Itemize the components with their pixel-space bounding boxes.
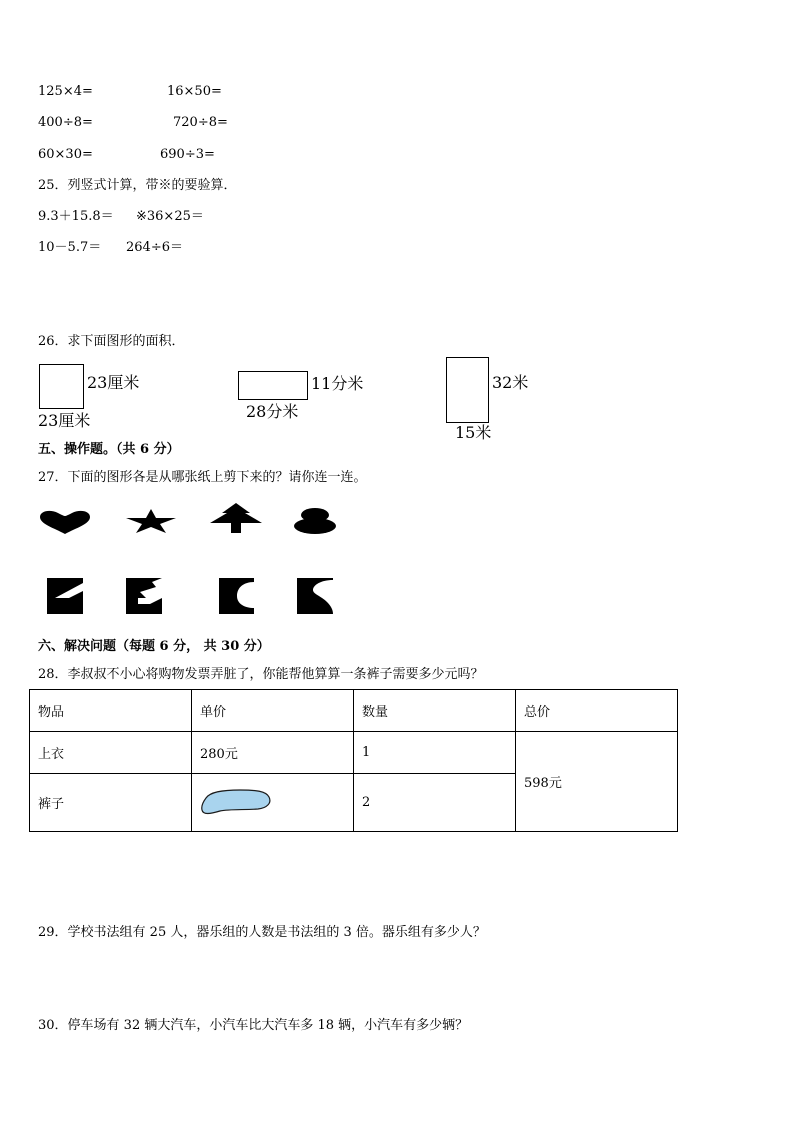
- total-cell: 598元: [516, 732, 678, 832]
- cut-paper-3-icon: [219, 578, 255, 614]
- q25-2b: 264÷6＝: [126, 240, 183, 255]
- q28-title: 28．李叔叔不小心将购物发票弄脏了，你能帮他算算一条裤子需要多少元吗？: [38, 667, 484, 682]
- header-total: 总价: [516, 690, 678, 732]
- star-shape-icon: [125, 509, 177, 533]
- mushroom-shape-icon: [293, 506, 337, 534]
- section6-title: 六、解决问题（每题 6 分， 共 30 分）: [38, 639, 270, 654]
- cut-paper-1-icon: [47, 578, 84, 614]
- square-side-right: 23厘米: [87, 373, 140, 392]
- row1-price: 280元: [192, 732, 354, 774]
- square-figure: [39, 364, 84, 409]
- ink-stain-icon: [200, 788, 272, 818]
- q30-title: 30．停车场有 32 辆大汽车，小汽车比大汽车多 18 辆，小汽车有多少辆？: [38, 1018, 469, 1033]
- q27-title: 27．下面的图形各是从哪张纸上剪下来的？请你连一连。: [38, 470, 367, 485]
- q29-title: 29．学校书法组有 25 人，器乐组的人数是书法组的 3 倍。器乐组有多少人？: [38, 925, 486, 940]
- row1-qty: 1: [354, 732, 516, 774]
- q25-2a: 10－5.7＝: [38, 240, 102, 255]
- calc-2a: 400÷8=: [38, 115, 93, 130]
- row1-item: 上衣: [30, 732, 192, 774]
- rect1-width: 28分米: [246, 402, 299, 421]
- rect2-height: 32米: [492, 373, 529, 392]
- q25-title: 25．列竖式计算，带※的要验算．: [38, 178, 237, 193]
- section5-title: 五、操作题。（共 6 分）: [38, 442, 180, 457]
- cut-paper-4-icon: [297, 578, 334, 614]
- tree-shape-icon: [209, 503, 263, 534]
- square-side-bottom: 23厘米: [38, 411, 91, 430]
- row2-price-cell: [192, 774, 354, 832]
- calc-3a: 60×30=: [38, 147, 93, 162]
- q26-title: 26．求下面图形的面积．: [38, 334, 185, 349]
- cut-paper-2-icon: [126, 578, 162, 614]
- rectangle-figure-2: [446, 357, 489, 423]
- heart-shape-icon: [38, 510, 92, 536]
- rect2-width: 15米: [455, 423, 492, 442]
- rect1-height: 11分米: [311, 374, 364, 393]
- header-qty: 数量: [354, 690, 516, 732]
- calc-1a: 125×4=: [38, 84, 93, 99]
- q25-1b: ※36×25＝: [136, 209, 204, 224]
- rectangle-figure-1: [238, 371, 308, 400]
- q25-1a: 9.3＋15.8＝: [38, 209, 114, 224]
- row2-item: 裤子: [30, 774, 192, 832]
- calc-1b: 16×50=: [167, 84, 222, 99]
- header-price: 单价: [192, 690, 354, 732]
- calc-2b: 720÷8=: [173, 115, 228, 130]
- calc-3b: 690÷3=: [160, 147, 215, 162]
- row2-qty: 2: [354, 774, 516, 832]
- header-item: 物品: [30, 690, 192, 732]
- invoice-table: [29, 689, 678, 832]
